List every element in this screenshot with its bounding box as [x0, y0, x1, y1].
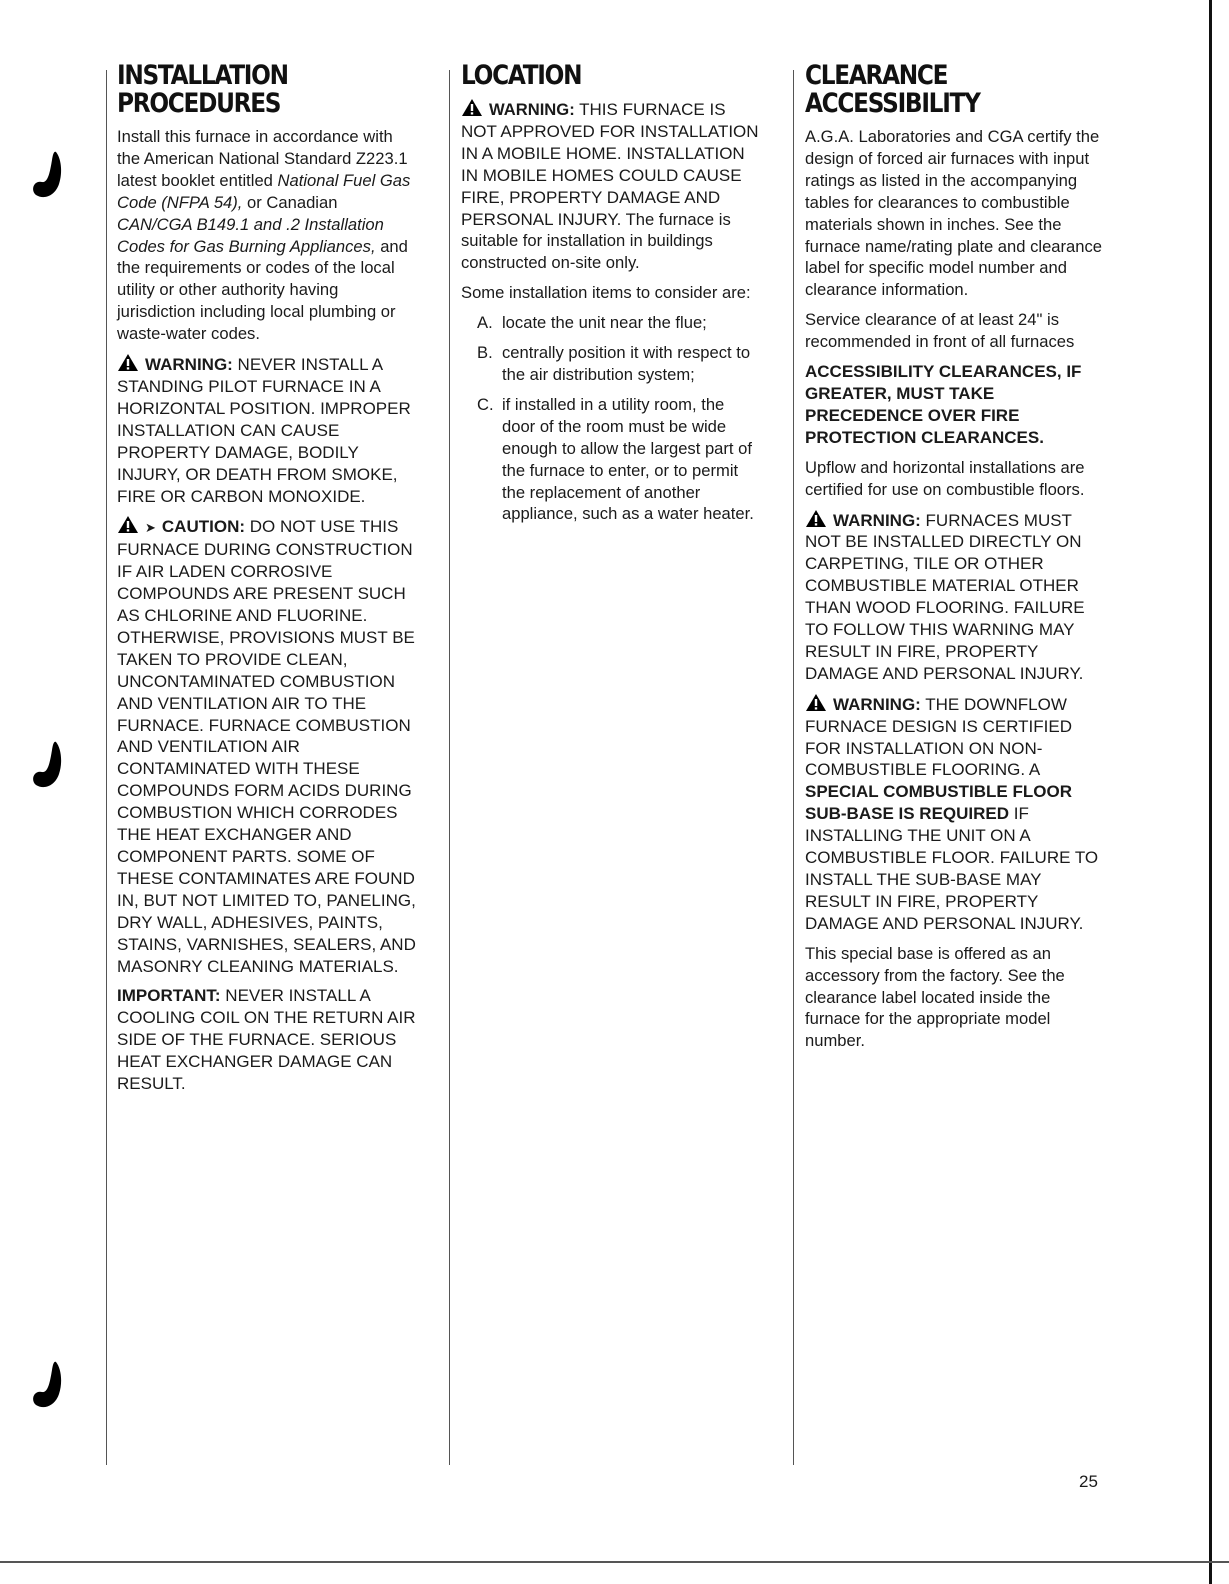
page-number: 25 [1079, 1472, 1098, 1491]
construction-caution: ➤ CAUTION: DO NOT USE THIS FURNACE DURING CONSTRUCTION IF AIR LADEN CORROSIVE COMPOUNDS ARE PRESENT SUCH AS CHLORINE AND FLUORINE. OTHERWISE, PROVISIONS MUST BE TAKEN TO PROVIDE CLEAN, UNCONTAMINATED COMBUSTION AND VENTILATION AIR TO THE FURNACE. FURNACE COMBUSTION AND VENTILATION AIR CONTAMINATED WITH THESE COMPOUNDS FORM ACIDS DURING COMBUSTION WHICH CORRODES THE HEAT EXCHANGER AND COMPONENT PARTS. SOME OF THESE CONTAMINATES ARE FOUND IN, BUT NOT LIMITED TO, PANELING, DRY WALL, ADHESIVES, PAINTS, STAINS, VARNISHES, SEALERS, AND MASONRY CLEANING MATERIALS. [117, 517, 416, 976]
column-rule-2 [449, 70, 450, 1465]
warning-triangle-icon [117, 515, 139, 534]
list-item: C. if installed in a utility room, the door of the room must be wide enough to allow the largest part of the furnace to enter, or to permit the replacement of another appliance, such as a water heater. [477, 394, 754, 524]
list-item: B. centrally position it with respect to the air distribution system; [477, 343, 751, 384]
warning-triangle-icon [461, 98, 483, 117]
arrow-right-icon: ➤ [145, 520, 156, 536]
warning-triangle-icon [805, 509, 827, 528]
cooling-coil-important: IMPORTANT: NEVER INSTALL A COOLING COIL ON THE RETURN AIR SIDE OF THE FURNACE. SERIOUS HEAT EXCHANGER DAMAGE CAN RESULT. [117, 986, 416, 1094]
binder-hole-mark-bottom [28, 1360, 66, 1412]
installation-heading: INSTALLATION PROCEDURES [117, 60, 288, 119]
special-base-paragraph: This special base is offered as an accessory from the factory. See the clearance label located inside the furnace for the appropriate model number. [805, 943, 1065, 1051]
certification-paragraph: A.G.A. Laboratories and CGA certify the design of forced air furnaces with input ratings as listed in the accompanying tables for clearances to combustible materials shown in inches. See the furnace name/rating plate and clearance label for specific model number and clearance information. [805, 127, 1103, 300]
warning-triangle-icon [117, 353, 139, 372]
warning-triangle-icon [805, 693, 827, 712]
downflow-warning: WARNING: THE DOWNFLOW FURNACE DESIGN IS CERTIFIED FOR INSTALLATION ON NON-COMBUSTIBLE FLOORING. A SPECIAL COMBUSTIBLE FLOOR SUB-BASE IS REQUIRED IF INSTALLING THE UNIT ON A COMBUSTIBLE FLOOR. FAILURE TO INSTALL THE SUB-BASE MAY RESULT IN FIRE, PROPERTY DAMAGE AND PERSONAL INJURY. [805, 694, 1099, 933]
binder-hole-mark-top [28, 150, 66, 202]
upflow-paragraph: Upflow and horizontal installations are certified for use on combustible floors. [805, 457, 1085, 499]
carpeting-warning: WARNING: FURNACES MUST NOT BE INSTALLED DIRECTLY ON CARPETING, TILE OR OTHER COMBUSTIBLE MATERIAL OTHER THAN WOOD FLOORING. FAILURE TO FOLLOW THIS WARNING MAY RESULT IN FIRE, PROPERTY DAMAGE AND PERSONAL INJURY. [805, 510, 1085, 683]
binder-hole-mark-middle [28, 740, 66, 792]
location-items-list [461, 312, 761, 525]
installation-procedures-section [117, 62, 417, 1103]
pilot-warning: WARNING: NEVER INSTALL A STANDING PILOT FURNACE IN A HORIZONTAL POSITION. IMPROPER INSTALLATION CAN CAUSE PROPERTY DAMAGE, BODILY INJURY, OR DEATH FROM SMOKE, FIRE OR CARBON MONOXIDE. [117, 355, 411, 506]
installation-intro: Install this furnace in accordance with the American National Standard Z223.1 latest booklet entitled National Fuel Gas Code (NFPA 54), or Canadian CAN/CGA B149.1 and .2 Installation Codes for Gas Burning Appliances, and the requirements or codes of the local utility or other authority having jurisdiction including local plumbing or waste-water codes. [117, 127, 411, 344]
service-clearance-paragraph: Service clearance of at least 24" is recommended in front of all furnaces [805, 310, 1075, 352]
page-right-edge [1209, 0, 1212, 1584]
column-rule-1 [106, 70, 107, 1465]
location-heading: LOCATION [461, 60, 582, 91]
mobile-home-warning: WARNING: THIS FURNACE IS NOT APPROVED FOR INSTALLATION IN A MOBILE HOME. INSTALLATION IN MOBILE HOMES COULD CAUSE FIRE, PROPERTY DAMAGE AND PERSONAL INJURY. The furnace is suitable for installation in buildings constructed on-site only. [461, 100, 759, 273]
page-bottom-edge [0, 1561, 1229, 1563]
column-rule-3 [793, 70, 794, 1465]
items-intro: Some installation items to consider are: [461, 283, 751, 303]
clearance-heading: CLEARANCE ACCESSIBILITY [805, 60, 980, 119]
list-item: A. locate the unit near the flue; [477, 313, 707, 333]
location-section [461, 62, 761, 533]
clearance-section [805, 62, 1105, 1060]
accessibility-note: ACCESSIBILITY CLEARANCES, IF GREATER, MUST TAKE PRECEDENCE OVER FIRE PROTECTION CLEARANCES. [805, 362, 1082, 447]
